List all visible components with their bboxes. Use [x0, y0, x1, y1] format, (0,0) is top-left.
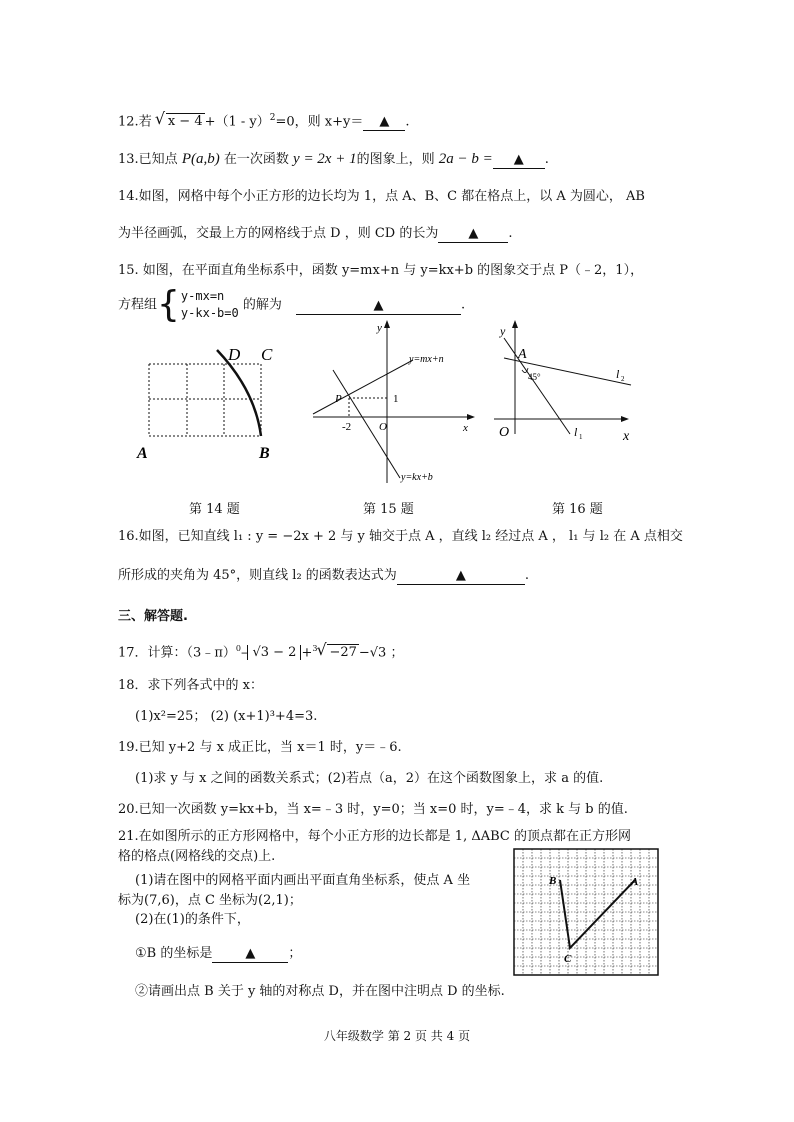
q13-point: P(a,b) — [181, 151, 220, 167]
q14-answer-blank[interactable]: ▲ — [438, 226, 508, 243]
q13-text2: 在一次函数 — [223, 152, 289, 167]
question-21-line5: (2)在(1)的条件下， — [135, 912, 250, 927]
question-18-line1: 18．求下列各式中的 x： — [118, 678, 264, 693]
question-20: 20.已知一次函数 y=kx+b，当 x=﹣3 时，y=0；当 x=0 时，y=﹣4，求 k 与 b 的值. — [118, 802, 628, 817]
caption-14: 第 14 题 — [189, 502, 240, 517]
x-arrow-icon — [467, 414, 475, 420]
q12-prefix: 若 — [138, 114, 152, 130]
figure-14 — [135, 340, 285, 470]
fig21-label-a: A — [631, 876, 639, 888]
q12-sqrt — [156, 112, 205, 132]
fig16-label-a: A — [518, 347, 527, 362]
fig16-label-y: y — [500, 324, 506, 338]
fig16-label-x: x — [623, 429, 630, 444]
fig16-label-angle: 45° — [528, 372, 541, 382]
question-21-line4: 标为(7,6)，点 C 坐标为(2,1)； — [118, 893, 302, 908]
q21-answer-blank[interactable]: ▲ — [212, 946, 288, 963]
y-arrow-icon — [384, 320, 390, 328]
q21-b-text: ①B 的坐标是 — [135, 946, 213, 961]
q15-suffix: 的解为 — [242, 297, 282, 313]
fig15-label-y: y — [377, 322, 382, 334]
q17-absolute-value: √3 − 2 — [247, 645, 301, 660]
question-14-line1: 14.如图，网格中每个小正方形的边长均为 1，点 A、B、C 都在格点上，以 A 为圆心， AB — [118, 189, 645, 204]
question-14-line2 — [118, 224, 512, 244]
question-16-line2 — [118, 566, 529, 586]
question-21-line2: 格的格点(网格线的交点)上. — [118, 849, 276, 864]
fig14-label-c: C — [261, 345, 273, 364]
q12-suffix: =0，则 x+y＝ — [275, 114, 364, 130]
q17-cbrt-radicand: −27 — [329, 645, 357, 661]
figure-16 — [488, 318, 643, 448]
question-21-line6 — [135, 944, 301, 964]
fig15-label-neg2: -2 — [342, 421, 352, 433]
fig16-label-l2-sub: 2 — [621, 375, 625, 383]
q12-end: . — [405, 114, 410, 130]
q17-plus: + — [301, 645, 313, 661]
question-19-line2: (1)求 y 与 x 之间的函数关系式；(2)若点（a，2）在这个函数图象上，求 a 的值. — [135, 771, 604, 786]
fig16-label-l1: l — [574, 425, 578, 439]
fig16-label-o: O — [499, 425, 510, 440]
q17-cbrt-index: 3 — [312, 644, 318, 653]
fig15-label-p: P — [335, 393, 342, 405]
question-15-line1: 15. 如图，在平面直角坐标系中，函数 y=mx+n 与 y=kx+b 的图象交于点 P（﹣2，1）， — [118, 263, 644, 278]
q17-tail: −√3 ； — [358, 645, 404, 661]
system-eq2: y-kx-b=0 — [180, 306, 239, 320]
q13-answer-blank[interactable]: ▲ — [493, 152, 545, 169]
q16-text: 所形成的夹角为 45°，则直线 l₂ 的函数表达式为 — [118, 568, 397, 583]
question-13 — [118, 149, 549, 170]
fig21-label-b: B — [549, 875, 557, 887]
figure-15 — [305, 318, 480, 488]
q17-minus: – — [240, 645, 248, 661]
q17-prefix: 17．计算：（3﹣π） — [118, 645, 236, 661]
figure-21 — [511, 846, 661, 978]
page-footer: 八年级数学 第 2 页 共 4 页 — [323, 1029, 471, 1043]
question-12 — [118, 108, 410, 132]
q14-text: 为半径画弧，交最上方的网格线于点 D ，则 CD 的长为 — [118, 226, 439, 241]
fig15-label-1: 1 — [393, 393, 399, 405]
q16-answer-blank[interactable]: ▲ — [397, 568, 525, 585]
q17-cbrt — [317, 643, 358, 663]
q21-b-end: ； — [288, 946, 302, 961]
question-19-line1: 19.已知 y+2 与 x 成正比，当 x＝1 时，y＝﹣6. — [118, 740, 402, 755]
question-16-line1: 16.如图，已知直线 l₁ : y = −2x + 2 与 y 轴交于点 A ，直线 l₂ 经过点 A ， l₁ 与 l₂ 在 A 点相交 — [118, 529, 683, 544]
caption-16: 第 16 题 — [552, 502, 603, 517]
system-brace-icon: { — [157, 284, 180, 325]
section-heading: 三、解答题. — [118, 609, 188, 624]
q13-expression: 2a − b = — [438, 151, 493, 167]
triangle-abc — [560, 880, 635, 948]
question-17 — [118, 639, 403, 663]
fig16-label-l2: l — [616, 367, 620, 381]
q12-radicand: x − 4 — [167, 114, 203, 130]
fig14-label-b: B — [259, 445, 270, 462]
grid-lines — [514, 849, 658, 975]
line-l1 — [504, 338, 570, 434]
q12-answer-blank[interactable]: ▲ — [363, 114, 405, 131]
q12-number: 12. — [118, 114, 139, 130]
system-eq1: y-mx=n — [180, 289, 225, 303]
fig15-label-kx-b: y=kx+b — [401, 472, 433, 483]
question-21-line7: ②请画出点 B 关于 y 轴的对称点 D，并在图中注明点 D 的坐标. — [135, 984, 505, 999]
fig15-label-o: O — [379, 421, 387, 433]
q15-answer-blank[interactable]: ▲ — [296, 298, 461, 315]
line-mx-n — [313, 360, 413, 414]
fig15-label-x: x — [463, 422, 468, 434]
question-21-line1: 21.在如图所示的正方形网格中，每个小正方形的边长都是 1, ΔABC 的顶点都在正方形网 — [118, 829, 631, 844]
fig15-label-mx-n: y=mx+n — [409, 354, 444, 365]
q13-end: . — [544, 152, 549, 167]
q12-exponent: 2 — [269, 113, 276, 123]
fig21-label-c: C — [564, 953, 572, 965]
q15-prefix: 方程组 — [118, 297, 158, 313]
q13-function: y = 2x + 1 — [293, 151, 357, 167]
x-arrow-icon — [621, 416, 629, 422]
fig14-label-a: A — [137, 445, 148, 462]
q17-exponent: 0 — [235, 644, 241, 653]
caption-15: 第 15 题 — [363, 502, 414, 517]
q12-mid: +（1 - y） — [204, 114, 270, 130]
fig16-label-l1-sub: 1 — [579, 433, 583, 441]
q14-end: . — [508, 226, 513, 241]
y-arrow-icon — [512, 320, 518, 328]
q13-text3: 的图象上，则 — [356, 152, 435, 167]
q13-text1: 13.已知点 — [118, 152, 178, 167]
q16-end: . — [524, 568, 529, 583]
fig14-label-d: D — [228, 345, 241, 364]
question-18-line2: (1)x²=25； (2) (x+1)³+4=3. — [135, 709, 318, 724]
q15-end: . — [461, 297, 466, 313]
question-21-line3: (1)请在图中的网格平面内画出平面直角坐标系，使点 A 坐 — [135, 873, 471, 888]
equation-system — [181, 288, 239, 322]
